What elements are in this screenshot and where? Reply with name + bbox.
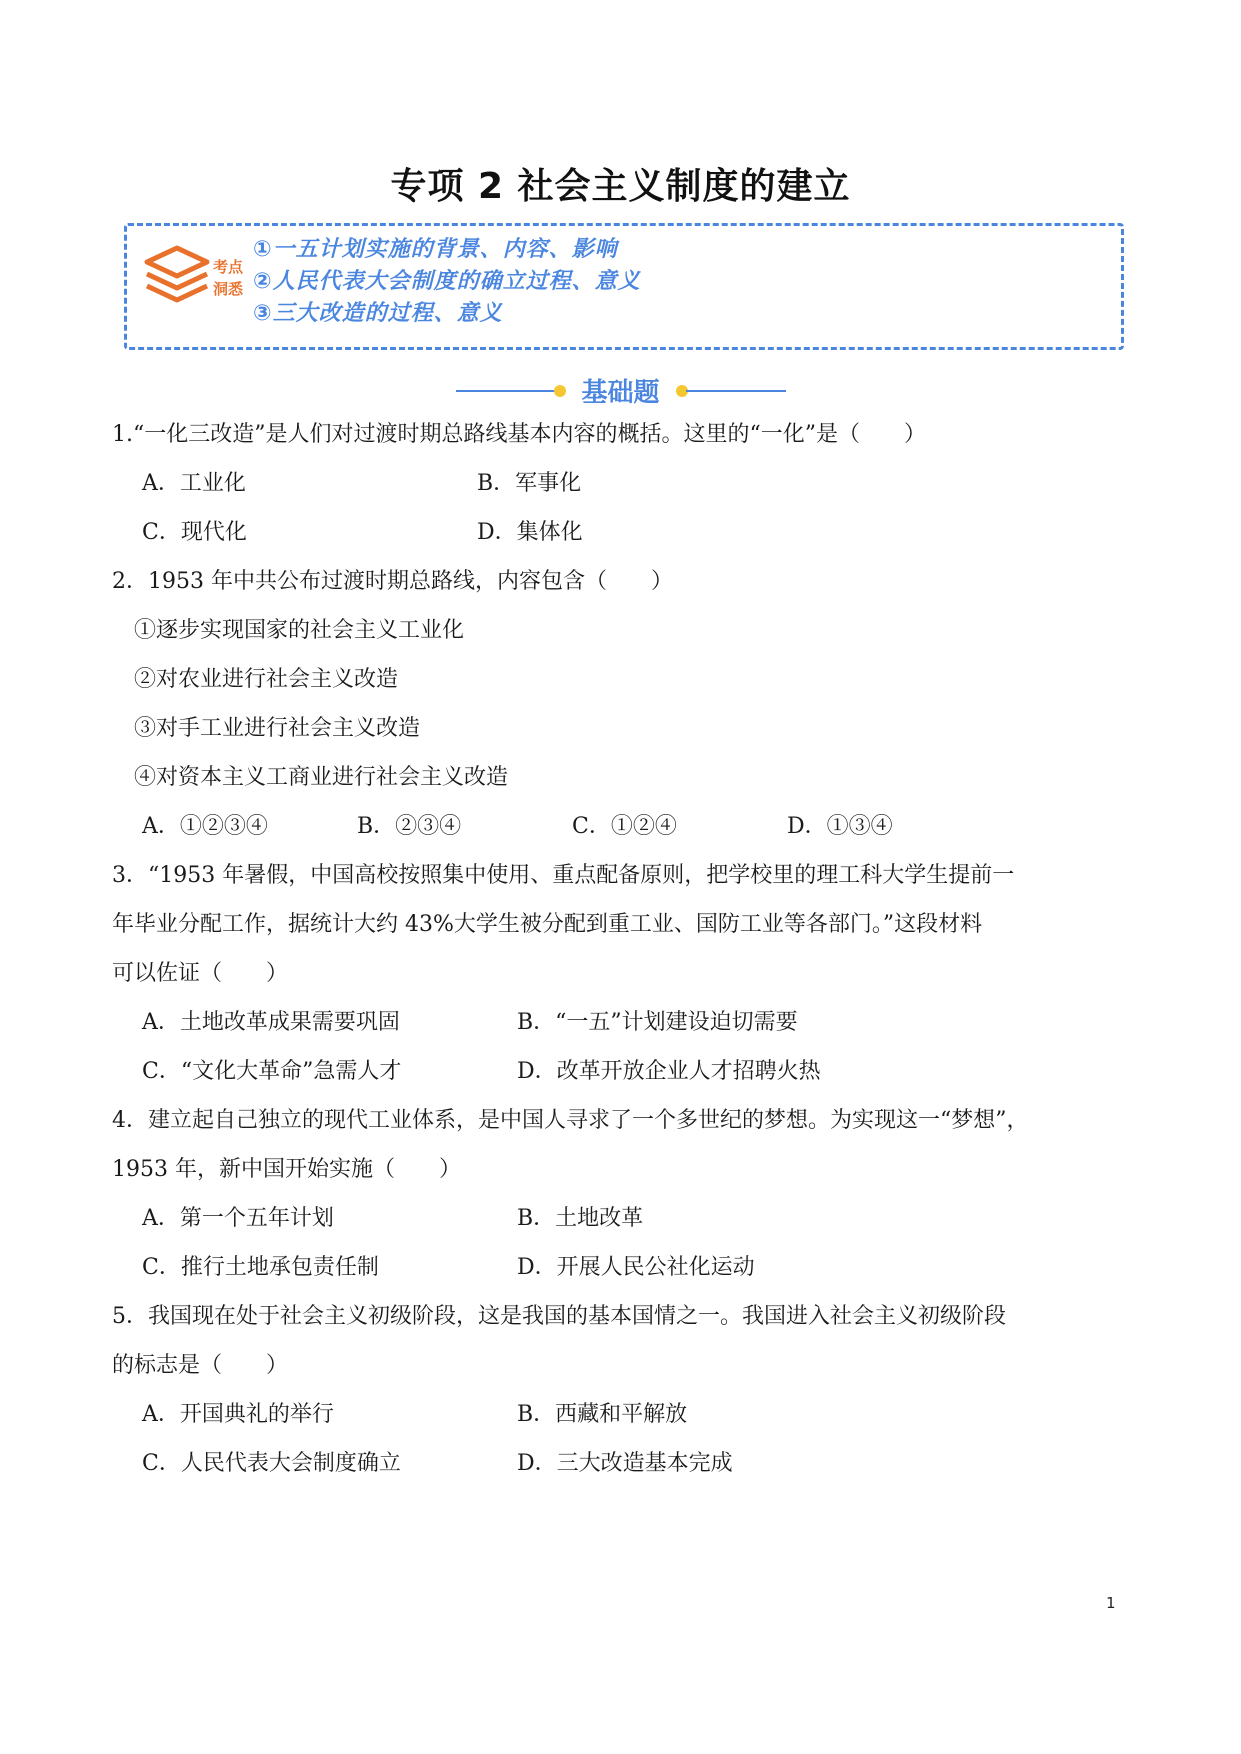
option-row [112,1243,1132,1292]
question-3 [112,851,1132,1096]
answer-option[interactable]: B．土地改革 [517,1206,644,1231]
question-stem: 可以佐证（ ） [112,961,289,986]
answer-option[interactable]: D．集体化 [477,520,583,545]
key-point-item: ③三大改造的过程、意义 [253,301,503,326]
question-statement: ④对资本主义工商业进行社会主义改造 [134,765,509,790]
key-points-list [253,234,641,330]
question-stem: 的标志是（ ） [112,1353,289,1378]
option-row [112,1194,1132,1243]
question-stem: 4．建立起自己独立的现代工业体系，是中国人寻求了一个多世纪的梦想。为实现这一“梦想”， [112,1108,1029,1133]
answer-option[interactable]: A．土地改革成果需要巩固 [142,1010,400,1035]
key-point-item: ②人民代表大会制度的确立过程、意义 [253,269,641,294]
key-points-tag: 考点洞悉 [213,258,244,298]
question-stem: 1953 年，新中国开始实施（ ） [112,1157,461,1182]
answer-option[interactable]: D．三大改造基本完成 [517,1451,733,1476]
answer-option[interactable]: C．“文化大革命”急需人才 [142,1059,402,1084]
key-points-box [124,223,1124,350]
question-stem: 2．1953 年中共公布过渡时期总路线，内容包含（ ） [112,569,673,594]
question-list [112,410,1132,1488]
section-title: 基础题 [581,378,660,408]
option-row [112,998,1132,1047]
question-stem: 1.“一化三改造”是人们对过渡时期总路线基本内容的概括。这里的“一化”是（ ） [112,422,926,447]
answer-option[interactable]: A．开国典礼的举行 [142,1402,334,1427]
key-point-item: ①一五计划实施的背景、内容、影响 [253,237,618,262]
question-stem: 年毕业分配工作，据统计大约 43%大学生被分配到重工业、国防工业等各部门。”这段材料 [112,912,983,937]
question-stem: 5．我国现在处于社会主义初级阶段，这是我国的基本国情之一。我国进入社会主义初级阶段 [112,1304,1007,1329]
answer-option[interactable]: B．②③④ [357,814,462,839]
answer-option[interactable]: D．开展人民公社化运动 [517,1255,755,1280]
option-row [112,1047,1132,1096]
question-5 [112,1292,1132,1488]
option-row [112,459,1132,508]
answer-option[interactable]: A．工业化 [142,471,246,496]
answer-option[interactable]: B．军事化 [477,471,582,496]
option-row [112,508,1132,557]
answer-option[interactable]: A．第一个五年计划 [142,1206,334,1231]
question-statement: ②对农业进行社会主义改造 [134,667,399,692]
answer-option[interactable]: C．现代化 [142,520,247,545]
page-number: 1 [1106,1594,1116,1612]
section-header [0,370,1241,410]
question-stem: 3．“1953 年暑假，中国高校按照集中使用、重点配备原则，把学校里的理工科大学生提前一 [112,863,1015,888]
answer-option[interactable]: B．西藏和平解放 [517,1402,688,1427]
answer-option[interactable]: C．推行土地承包责任制 [142,1255,379,1280]
page-title: 专项 2 社会主义制度的建立 [390,166,851,207]
answer-option[interactable]: D．①③④ [787,814,893,839]
question-4 [112,1096,1132,1292]
section-line-right [686,390,786,392]
answer-option[interactable]: B．“一五”计划建设迫切需要 [517,1010,798,1035]
question-statement: ①逐步实现国家的社会主义工业化 [134,618,465,643]
answer-option[interactable]: A．①②③④ [142,814,268,839]
answer-option[interactable]: C．①②④ [572,814,677,839]
option-row [112,1439,1132,1488]
answer-option[interactable]: D．改革开放企业人才招聘火热 [517,1059,821,1084]
question-statement: ③对手工业进行社会主义改造 [134,716,421,741]
question-1 [112,410,1132,557]
layers-stack-icon [141,242,213,314]
option-row [112,1390,1132,1439]
answer-option[interactable]: C．人民代表大会制度确立 [142,1451,401,1476]
option-row [112,802,1132,851]
question-2 [112,557,1132,851]
